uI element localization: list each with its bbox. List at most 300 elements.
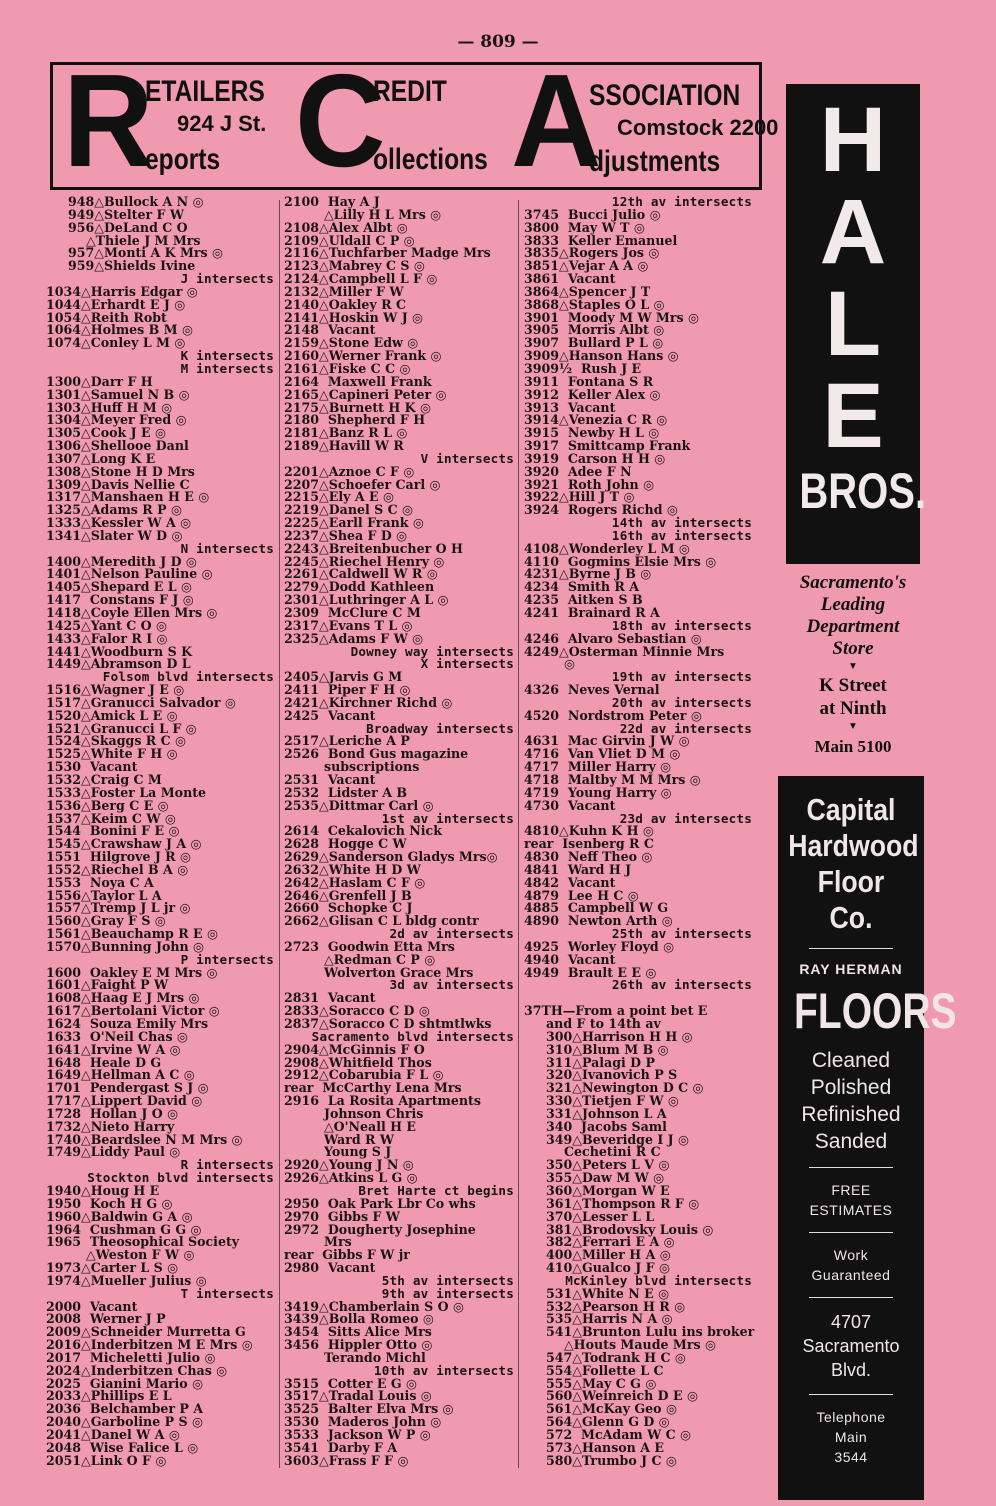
capital-hardwood-ad [778, 776, 957, 1500]
directory-entry: 3912 Keller Alex ◎ [524, 386, 661, 402]
directory-entry: 2140△Oakley R C [284, 296, 406, 312]
divider-line [809, 1167, 893, 1168]
directory-entry: 1303△Huff H M ◎ [46, 399, 173, 415]
directory-entry: 2904△McGinnis F O [284, 1041, 425, 1057]
directory-entry: 3905 Morris Albt ◎ [524, 322, 665, 338]
street-intersection: 25th av intersects [611, 926, 752, 942]
directory-entry: 2920△Young J N ◎ [284, 1157, 414, 1173]
directory-entry: Ward R W [324, 1131, 395, 1147]
divider-line [809, 1297, 893, 1298]
directory-entry: 2660 Schopke C J [284, 900, 413, 916]
directory-entry: 2532 Lidster A B [284, 784, 408, 800]
street-intersection: 5th av intersects [381, 1272, 514, 1288]
directory-entry: and F to 14th av [546, 1016, 661, 1031]
directory-entry: 1749△Liddy Paul ◎ [46, 1144, 181, 1160]
directory-entry: 3922△Hill J T ◎ [524, 489, 635, 505]
capital-service: Sanded [814, 1130, 888, 1153]
directory-entry: 2950 Oak Park Lbr Co whs [284, 1195, 476, 1211]
directory-entry: 310△Blum M B ◎ [546, 1041, 669, 1057]
directory-entry: 4842 Vacant [524, 874, 616, 890]
directory-entry: 1553 Noya C A [46, 874, 154, 890]
directory-entry: 4940 Vacant [524, 951, 616, 967]
directory-entry: 1701 Pendergast S J ◎ [46, 1080, 209, 1096]
directory-entry: 572 McAdam W C ◎ [546, 1427, 692, 1442]
directory-entry: 2535△Dittmar Carl ◎ [284, 797, 434, 813]
directory-entry: 1648 Heale D G [46, 1054, 162, 1070]
directory-entry: 2325△Adams F W ◎ [284, 630, 424, 646]
directory-entry: 2024△Inderbitzen Chas ◎ [46, 1362, 228, 1378]
directory-entry: 3868△Staples O L ◎ [524, 296, 665, 312]
directory-entry: 956△DeLand C O [68, 219, 188, 235]
directory-entry: 3924 Rogers Richd ◎ [524, 502, 678, 518]
directory-entry: 2025 Gianini Mario ◎ [46, 1375, 204, 1391]
directory-entry: 2033△Phillips E L [46, 1388, 172, 1404]
directory-entry: △Lilly H L Mrs ◎ [324, 206, 442, 222]
directory-entry: 2837△Soracco C D shtmtlwks [284, 1016, 492, 1031]
directory-entry: 2161△Fiske C C ◎ [284, 360, 411, 376]
street-intersection: T intersects [180, 1285, 274, 1301]
directory-entry: 1401△Nelson Pauline ◎ [46, 566, 213, 582]
capital-name: Co. [829, 900, 873, 935]
directory-entry: 2181△Banz R L ◎ [284, 425, 408, 441]
street-intersection: 23d av intersects [619, 810, 752, 826]
directory-entry: 531△White N E ◎ [546, 1285, 670, 1301]
directory-entry: 547△Todrank H C ◎ [546, 1349, 686, 1365]
directory-entry: 2116△Tuchfarber Madge Mrs [284, 245, 491, 261]
directory-entry: 3603△Frass F F ◎ [284, 1452, 409, 1468]
directory-entry: 1433△Falor R I ◎ [46, 630, 168, 646]
banner-c-top: REDIT [373, 75, 447, 108]
directory-entry: 1333△Kessler W A ◎ [46, 515, 192, 531]
directory-entry: 564△Glenn G D ◎ [546, 1414, 670, 1430]
capital-free: ESTIMATES [809, 1202, 893, 1218]
directory-entry: 3833 Keller Emanuel [524, 232, 678, 248]
directory-entry: 2279△Dodd Kathleen [284, 579, 435, 595]
directory-entry: △Thiele J M Mrs [86, 232, 201, 248]
directory-entry: 2159△Stone Edw ◎ [284, 335, 419, 351]
directory-entry: 1717△Lippert David ◎ [46, 1093, 203, 1109]
directory-entry: 1520△Amick L E ◎ [46, 707, 178, 723]
directory-entry: 1532△Craig C M [46, 771, 162, 787]
directory-entry: 1317△Manshaen H E ◎ [46, 489, 210, 505]
directory-entry: 1624 Souza Emily Mrs [46, 1016, 209, 1031]
directory-entry: 2000 Vacant [46, 1298, 138, 1314]
sac-street: K Street [819, 675, 887, 696]
directory-entry: 4925 Worley Floyd ◎ [524, 938, 675, 954]
directory-entry: 2048 Wise Falice L ◎ [46, 1439, 199, 1455]
directory-entry: 1556△Taylor L A [46, 887, 162, 903]
street-intersection: Folsom blvd intersects [102, 669, 274, 685]
directory-entry: 1417 Constans F J ◎ [46, 592, 194, 608]
directory-entry: 1536△Berg C E ◎ [46, 797, 169, 813]
directory-entry: 1551 Hilgrove J R ◎ [46, 849, 192, 865]
directory-entry: 561△McKay Geo ◎ [546, 1401, 677, 1417]
directory-entry: 4246 Alvaro Sebastian ◎ [524, 630, 702, 646]
directory-entry: 2189△Havill W R [284, 438, 404, 454]
directory-entry: 1633 O'Neil Chas ◎ [46, 1028, 188, 1044]
directory-entry: 3835△Rogers Jos ◎ [524, 245, 660, 261]
directory-entry: 330△Tietjen F W ◎ [546, 1093, 679, 1109]
directory-column-2 [284, 196, 514, 1468]
hale-letter: H [819, 89, 887, 191]
directory-entry: 3439△Bolla Romeo ◎ [284, 1311, 434, 1327]
directory-entry: 320△Ivanovich P S [546, 1067, 678, 1083]
sac-line: Sacramento's [799, 572, 907, 593]
directory-entry: 2642△Haslam C F ◎ [284, 874, 426, 890]
street-intersection: V intersects [420, 450, 514, 466]
directory-entry: 2108△Alex Albt ◎ [284, 219, 408, 235]
directory-entry: 2016△Inderbitzen M E Mrs ◎ [46, 1337, 253, 1353]
directory-entry: 3800 May W T ◎ [524, 219, 645, 235]
directory-entry: 535△Harris N A ◎ [546, 1311, 673, 1327]
banner-a-letter: A [511, 47, 602, 194]
directory-entry: rear McCarthy Lena Mrs [284, 1080, 462, 1096]
directory-entry: 2908△Whitfield Thos [284, 1054, 432, 1070]
capital-address: 4707 [830, 1312, 872, 1332]
directory-entry: 3917 Smittcamp Frank [524, 438, 691, 454]
directory-entry: 1617△Bertolani Victor ◎ [46, 1003, 220, 1019]
capital-phone: 3544 [834, 1449, 868, 1465]
street-intersection: R intersects [180, 1157, 274, 1173]
directory-column-1 [46, 196, 274, 1468]
directory-entry: 3456 Hippler Otto ◎ [284, 1337, 433, 1353]
directory-entry: Young S J [324, 1144, 392, 1160]
directory-entry: 2040△Garboline P S ◎ [46, 1414, 203, 1430]
directory-entry: 2017 Micheletti Julio ◎ [46, 1349, 216, 1365]
directory-entry: 311△Palagi D P [546, 1054, 655, 1070]
directory-entry: 1649△Hellman A C ◎ [46, 1067, 195, 1083]
directory-entry: 3914△Venezia C R ◎ [524, 412, 668, 428]
street-intersection: 22d av intersects [619, 720, 752, 736]
directory-entry: 2833△Soracco C D ◎ [284, 1003, 430, 1019]
street-intersection: 20th av intersects [611, 694, 752, 710]
directory-entry: 2180 Shepherd F H [284, 412, 426, 428]
directory-entry: 3533 Jackson W P ◎ [284, 1427, 431, 1442]
directory-entry: 1325△Adams R P ◎ [46, 502, 182, 518]
directory-entry: 580△Trumbo J C ◎ [546, 1452, 677, 1468]
capital-service: Cleaned [811, 1049, 891, 1072]
directory-entry: 3454 Sitts Alice Mrs [284, 1324, 432, 1340]
column-divider [279, 200, 280, 1468]
street-intersection: 9th av intersects [381, 1285, 514, 1301]
directory-entry: 3909½ Rush J E [524, 360, 642, 376]
directory-entry: 331△Johnson L A [546, 1105, 667, 1121]
directory-entry: 3419△Chamberlain S O ◎ [284, 1298, 464, 1314]
street-intersection: 14th av intersects [611, 515, 752, 531]
column-divider [518, 200, 519, 1468]
directory-entry: 2317△Evans T L ◎ [284, 617, 413, 633]
directory-entry: 381△Brodovsky Louis ◎ [546, 1221, 714, 1237]
directory-entry: 2831 Vacant [284, 990, 376, 1006]
directory-entry: 2261△Caldwell W R ◎ [284, 566, 438, 582]
directory-entry: 959△Shields Ivine [68, 258, 196, 274]
street-intersection: McKinley blvd intersects [565, 1272, 752, 1288]
capital-address: Blvd. [830, 1360, 872, 1380]
street-intersection: 10th av intersects [373, 1362, 514, 1378]
banner-phone: Comstock 2200 [617, 115, 779, 140]
directory-entry: 2051△Link O F ◎ [46, 1452, 167, 1468]
directory-entry: 2008 Werner J P [46, 1311, 166, 1327]
directory-entry: 340 Jacobs Saml [546, 1118, 667, 1134]
directory-entry: 1525△White F H ◎ [46, 746, 178, 762]
capital-service: Refinished [801, 1103, 901, 1126]
street-intersection: Downey way intersects [350, 643, 514, 659]
directory-entry: rear Isenberg R C [524, 836, 654, 852]
directory-entry: 2165△Capineri Peter ◎ [284, 386, 447, 402]
directory-entry: 957△Monti A K Mrs ◎ [68, 245, 223, 261]
capital-phone: Telephone [816, 1409, 886, 1425]
directory-entry: 2041△Danel W A ◎ [46, 1427, 180, 1442]
directory-entry: 532△Pearson H R ◎ [546, 1298, 686, 1314]
directory-entry: 3911 Fontana S R [524, 373, 654, 389]
directory-entry: 2980 Vacant [284, 1260, 376, 1276]
directory-entry: 1940△Houg H E [46, 1182, 160, 1198]
directory-entry: 349△Beveridge I J ◎ [546, 1131, 689, 1147]
directory-entry: 2141△Hoskin W J ◎ [284, 309, 424, 325]
directory-entry: 3920 Adee F N [524, 463, 632, 479]
directory-entry: 321△Newington D C ◎ [546, 1080, 704, 1096]
directory-entry: 4631 Mac Girvin J W ◎ [524, 733, 690, 749]
street-intersection: X intersects [420, 656, 514, 672]
banner-c-letter: C [295, 47, 386, 194]
directory-entry: 2237△Shea F D ◎ [284, 527, 408, 543]
triangle-icon: ▼ [848, 721, 858, 732]
directory-entry: 4249△Osterman Minnie Mrs [524, 643, 725, 659]
banner-r-letter: R [63, 47, 154, 194]
directory-entry: 4718 Maltby M M Mrs ◎ [524, 771, 701, 787]
directory-entry: 1973△Carter L S ◎ [46, 1260, 179, 1276]
directory-entry: 2245△Riechel Henry ◎ [284, 553, 445, 569]
street-intersection: 16th av intersects [611, 527, 752, 543]
retailers-credit-banner [50, 47, 779, 194]
directory-entry: 3861 Vacant [524, 271, 616, 287]
divider-line [809, 1232, 893, 1233]
directory-entry: 4830 Neff Theo ◎ [524, 849, 653, 865]
directory-entry: 2123△Mabrey C S ◎ [284, 258, 425, 274]
directory-entry: 2100 Hay A J [284, 194, 380, 209]
directory-entry: 1418△Coyle Ellen Mrs ◎ [46, 605, 218, 620]
directory-entry: 1405△Shepard E L ◎ [46, 579, 193, 595]
directory-entry: 3525 Balter Elva Mrs ◎ [284, 1401, 454, 1417]
street-intersection: P intersects [180, 951, 274, 967]
capital-phone: Main [834, 1429, 868, 1445]
directory-entry: 1965 Theosophical Society [46, 1234, 240, 1250]
directory-entry: 4841 Ward H J [524, 861, 632, 877]
directory-entry: ◎ [564, 656, 575, 672]
sac-line: Leading [820, 594, 886, 615]
directory-entry: 3921 Roth John ◎ [524, 476, 655, 492]
directory-entry: 2124△Campbell L F ◎ [284, 271, 438, 287]
directory-entry: 4110 Gogmins Elsie Mrs ◎ [524, 553, 717, 569]
directory-entry: 1537△Keim C W ◎ [46, 810, 176, 826]
directory-entry: 37TH—From a point bet E [524, 1003, 708, 1019]
banner-c-bottom: ollections [373, 143, 488, 176]
directory-entry: 370△Lesser L L [546, 1208, 655, 1224]
directory-entry: 1552△Riechel B A ◎ [46, 861, 189, 877]
directory-entry: 2243△Breitenbucher O H [284, 540, 463, 556]
directory-entry: 2614 Cekalovich Nick [284, 823, 442, 839]
directory-entry: 355△Daw M W ◎ [546, 1170, 665, 1186]
directory-entry: 1441△Woodburn S K [46, 643, 193, 659]
street-intersection: 1st av intersects [381, 810, 514, 826]
directory-entry: 2970 Gibbs F W [284, 1208, 400, 1224]
street-intersection: 19th av intersects [611, 669, 752, 685]
directory-entry: 4235 Aitken S B [524, 592, 643, 608]
directory-entry: 1560△Gray F S ◎ [46, 913, 166, 929]
capital-floors: FLOORS [794, 983, 957, 1039]
sac-line: Store [832, 638, 874, 659]
directory-entry: 1960△Baldwin G A ◎ [46, 1208, 193, 1224]
directory-entry: 1601△Faight P W [46, 977, 169, 993]
directory-entry: 1728 Hollan J O ◎ [46, 1105, 179, 1121]
street-intersection: 12th av intersects [611, 194, 752, 209]
directory-entry: 541△Brunton Lulu ins broker [546, 1324, 755, 1340]
directory-entry: 400△Miller H A ◎ [546, 1247, 671, 1263]
triangle-icon: ▼ [848, 661, 858, 672]
banner-r-top: ETAILERS [145, 75, 265, 108]
directory-entry: 3919 Carson H H ◎ [524, 450, 666, 466]
directory-entry: 2526 Bond Gus magazine [284, 746, 469, 762]
directory-entry: 3864△Spencer J T [524, 283, 651, 299]
directory-entry: 4108△Wonderley L M ◎ [524, 540, 690, 556]
directory-entry: 2916 La Rosita Apartments [284, 1093, 481, 1109]
directory-entry: 1641△Irvine W A ◎ [46, 1041, 181, 1057]
directory-entry: 2219△Danel S C ◎ [284, 502, 414, 518]
directory-entry: 3851△Vejar A A ◎ [524, 258, 649, 274]
capital-name: Floor [817, 864, 885, 899]
directory-entry: 4234 Smith R A [524, 579, 640, 595]
directory-entry: 1600 Oakley E M Mrs ◎ [46, 964, 218, 980]
directory-entry: 2036 Belchamber P A [46, 1401, 204, 1417]
directory-entry: 1074△Conley L M ◎ [46, 335, 186, 351]
street-intersection: 3d av intersects [389, 977, 514, 993]
directory-entry: 2662△Glisan C L bldg contr [284, 913, 479, 929]
directory-entry: 1950 Koch H G ◎ [46, 1195, 173, 1211]
directory-entry: 1545△Crawshaw J A ◎ [46, 836, 202, 852]
directory-entry: 2309 McClure C M [284, 605, 421, 620]
directory-entry: 2425 Vacant [284, 707, 376, 723]
directory-entry: subscriptions [324, 759, 420, 775]
directory-entry: 4716 Van Vliet D M ◎ [524, 746, 681, 762]
directory-entry: 410△Gualco J F ◎ [546, 1260, 670, 1276]
directory-entry: 948△Bullock A N ◎ [68, 194, 204, 209]
directory-entry: 2629△Sanderson Gladys Mrs◎ [284, 849, 498, 865]
hale-bros: BROS. [799, 463, 927, 519]
directory-entry: 4949 Brault E E ◎ [524, 964, 657, 980]
banner-address: 924 J St. [177, 111, 267, 136]
street-intersection: N intersects [180, 540, 274, 556]
directory-entry: 4326 Neves Vernal [524, 682, 660, 698]
street-intersection: J intersects [180, 271, 274, 287]
capital-service: Polished [810, 1076, 892, 1099]
directory-entry: 1521△Granucci L F ◎ [46, 720, 197, 736]
directory-entry: 573△Hanson A E [546, 1439, 664, 1455]
directory-entry: 382△Ferrari E A ◎ [546, 1234, 675, 1250]
directory-entry: 4810△Kuhn K H ◎ [524, 823, 654, 839]
directory-entry: 4520 Nordstrom Peter ◎ [524, 707, 702, 723]
street-intersection: M intersects [180, 360, 274, 376]
divider-line [809, 948, 893, 949]
directory-entry: 1309△Davis Nellie C [46, 476, 190, 492]
directory-entry: 1530 Vacant [46, 759, 138, 775]
directory-entry: 2175△Burnett H K ◎ [284, 399, 431, 415]
capital-name: Capital [806, 792, 896, 827]
directory-entry: 1557△Tremp J L jr ◎ [46, 900, 191, 916]
hale-letter: L [824, 273, 882, 375]
capital-name: Hardwood [788, 828, 919, 863]
directory-entry: 1740△Beardslee N M Mrs ◎ [46, 1131, 243, 1147]
capital-work: Work [833, 1247, 869, 1263]
capital-owner: RAY HERMAN [799, 961, 903, 977]
directory-entry: 1516△Wagner J E ◎ [46, 682, 185, 698]
directory-entry: 2009△Schneider Murretta G [46, 1324, 246, 1340]
directory-entry: 2517△Leriche A P [284, 733, 410, 749]
directory-entry: 1732△Nieto Harry [46, 1118, 175, 1134]
directory-entry: 361△Thompson R F ◎ [546, 1195, 700, 1211]
directory-entry: 3915 Newby H L ◎ [524, 425, 660, 441]
directory-entry: Wolverton Grace Mrs [324, 964, 474, 980]
directory-entry: 2164 Maxwell Frank [284, 373, 432, 389]
divider-line [809, 1394, 893, 1395]
directory-entry: 1964 Cushman G G ◎ [46, 1221, 202, 1237]
directory-entry: 2926△Atkins L G ◎ [284, 1170, 418, 1186]
directory-entry: △Redman C P ◎ [324, 951, 436, 967]
directory-entry: 2201△Aznoe C F ◎ [284, 463, 415, 479]
directory-entry: 3515 Cotter E G ◎ [284, 1375, 418, 1391]
capital-address: Sacramento [802, 1336, 900, 1356]
directory-entry: 1425△Yant C O ◎ [46, 617, 168, 633]
capital-free: FREE [831, 1182, 871, 1198]
directory-entry: 4231△Byrne J B ◎ [524, 566, 652, 582]
street-intersection: Stockton blvd intersects [87, 1170, 274, 1186]
directory-entry: 555△May C G ◎ [546, 1375, 657, 1391]
directory-entry: 1307△Long K E [46, 450, 156, 466]
directory-entry: 1306△Shellooe Danl [46, 438, 189, 454]
hale-letter: E [822, 365, 884, 467]
directory-entry: 1341△Slater W D ◎ [46, 527, 183, 543]
street-intersection: Sacramento blvd intersects [311, 1028, 514, 1044]
directory-entry: 3530 Maderos John ◎ [284, 1414, 442, 1430]
directory-column-3 [524, 194, 755, 1468]
directory-entry: 2207△Schoefer Carl ◎ [284, 476, 441, 492]
directory-entry: 1524△Skaggs R C ◎ [46, 733, 187, 749]
banner-r-bottom: eports [145, 143, 221, 176]
directory-entry: 2109△Uldall C P ◎ [284, 232, 415, 248]
directory-entry: 4879 Lee H C ◎ [524, 887, 639, 903]
street-intersection: K intersects [180, 348, 274, 364]
directory-entry: 4890 Newton Arth ◎ [524, 913, 673, 929]
directory-entry: 1300△Darr F H [46, 373, 153, 389]
page-number: — 809 — [457, 32, 539, 52]
directory-entry: Mrs [324, 1234, 352, 1250]
street-intersection: 26th av intersects [611, 977, 752, 993]
directory-entry: 3901 Moody M W Mrs ◎ [524, 309, 699, 325]
directory-entry: 4885 Campbell W G [524, 900, 669, 916]
directory-entry: Terando Michl [324, 1349, 426, 1365]
directory-entry: 2632△White H D W [284, 861, 421, 877]
directory-entry: 1533△Foster La Monte [46, 784, 207, 800]
directory-entry: 2225△Earll Frank ◎ [284, 515, 424, 531]
directory-entry: 554△Follette L C [546, 1362, 664, 1378]
hale-letter: A [819, 181, 887, 283]
directory-entry: rear Gibbs F W jr [284, 1247, 410, 1263]
directory-entry: 3909△Hanson Hans ◎ [524, 348, 679, 364]
directory-entry: 2972 Dougherty Josephine [284, 1221, 476, 1237]
directory-entry: △O'Neall H E [324, 1118, 417, 1134]
directory-entry: 1044△Erhardt E J ◎ [46, 296, 186, 312]
directory-entry: 2912△Cobarubia F L ◎ [284, 1067, 444, 1083]
sac-line: Department [806, 616, 900, 637]
